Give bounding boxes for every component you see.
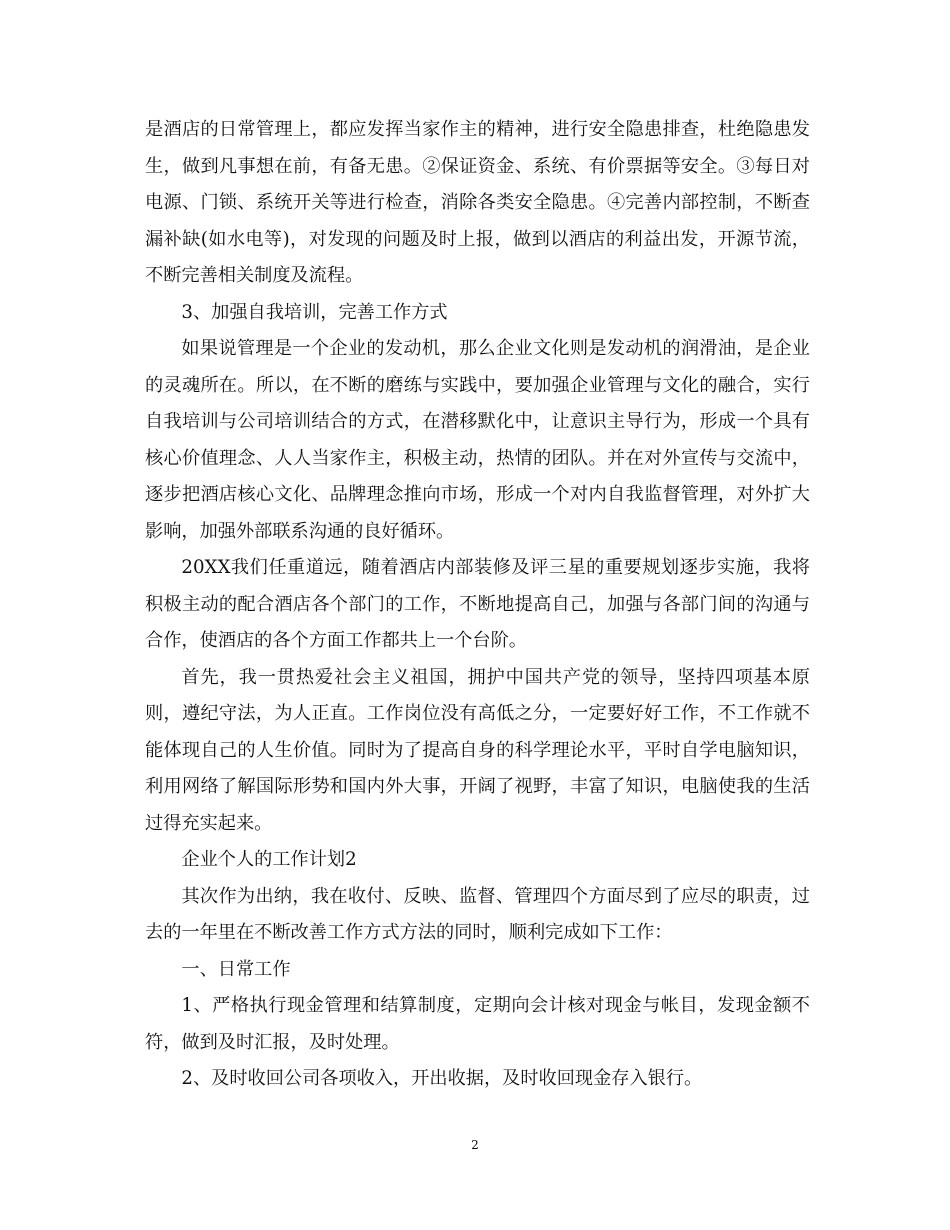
- paragraph-corporate-culture: 如果说管理是一个企业的发动机，那么企业文化则是发动机的润滑油，是企业的灵魂所在。所以，在不断的磨练与实践中，要加强企业管理与文化的融合，实行自我培训与公司培训结合的方式，在潜移默化中，让意识主导行为，形成一个具有核心价值理念、人人当家作主，积极主动，热情的团队。并在对外宣传与交流中，逐步把酒店核心文化、品牌理念推向市场，形成一个对内自我监督管理，对外扩大影响，加强外部联系沟通的良好循环。: [145, 338, 810, 542]
- heading-self-training: 3、加强自我培训，完善工作方式: [181, 301, 448, 323]
- paragraph-20xx-plan: 20XX我们任重道远，随着酒店内部装修及评三星的重要规划逐步实施，我将积极主动的配合酒店各个部门的工作，不断地提高自己，加强与各部门间的沟通与合作，使酒店的各个方面工作都共上一个台阶。: [145, 557, 810, 651]
- heading-work-plan-2: 企业个人的工作计划2: [181, 849, 357, 870]
- heading-daily-work: 一、日常工作: [181, 958, 291, 980]
- paragraph-cashier-duties: 其次作为出纳，我在收付、反映、监督、管理四个方面尽到了应尽的职责，过去的一年里在不断改善工作方式方法的同时，顺利完成如下工作：: [145, 885, 810, 943]
- paragraph-continued-safety: 是酒店的日常管理上，都应发挥当家作主的精神，进行安全隐患排查，杜绝隐患发生，做到凡事想在前，有备无患。②保证资金、系统、有价票据等安全。③每日对电源、门锁、系统开关等进行检查，消除各类安全隐患。④完善内部控制，不断查漏补缺(如水电等)，对发现的问题及时上报，做到以酒店的利益出发，开源节流，不断完善相关制度及流程。: [145, 119, 810, 286]
- paragraph-first-principles: 首先，我一贯热爱社会主义祖国，拥护中国共产党的领导，坚持四项基本原则，遵纪守法，为人正直。工作岗位没有高低之分，一定要好好工作，不工作就不能体现自己的人生价值。同时为了提高自身的科学理论水平，平时自学电脑知识，利用网络了解国际形势和国内外大事，开阔了视野，丰富了知识，电脑使我的生活过得充实起来。: [145, 666, 810, 834]
- list-item-cash-management: 1、严格执行现金管理和结算制度，定期向会计核对现金与帐目，发现金额不符，做到及时汇报，及时处理。: [145, 995, 810, 1053]
- document-body: [145, 112, 810, 1098]
- list-item-revenue-collection: 2、及时收回公司各项收入，开出收据，及时收回现金存入银行。: [181, 1068, 703, 1089]
- page-number: 2: [471, 1138, 479, 1152]
